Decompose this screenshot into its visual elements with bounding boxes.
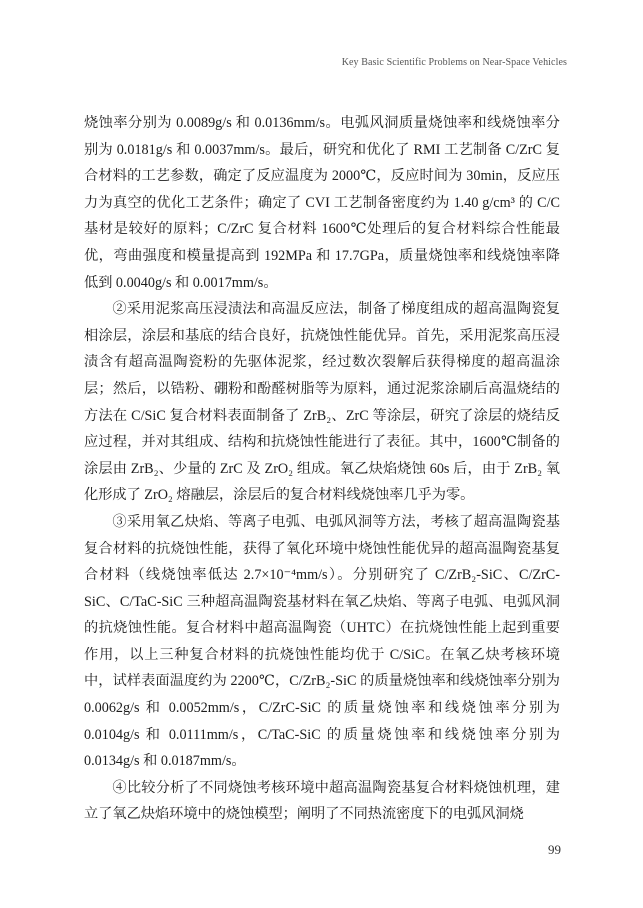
paragraph-results-rmi: 烧蚀率分别为 0.0089g/s 和 0.0136mm/s。电弧风洞质量烧蚀率和线烧蚀率分别为 0.0181g/s 和 0.0037mm/s。最后，研究和优化了 RMI 工艺制备 C/ZrC 复合材料的工艺参数，确定了反应温度为 2000℃，反应时间为 30min，反应压力为真空的优化工艺条件；确定了 CVI 工艺制备密度约为 1.40 g/cm³ 的 C/C 基材是较好的原料；C/ZrC 复合材料 1600℃处理后的复合材料综合性能最优，弯曲强度和模量提高到 192MPa 和 17.7GPa，质量烧蚀率和线烧蚀率降低到 0.0040g/s 和 0.0017mm/s。 bbox=[84, 115, 560, 291]
body-text bbox=[84, 110, 560, 828]
paragraph-gradient-coating: ②采用泥浆高压浸渍法和高温反应法，制备了梯度组成的超高温陶瓷复相涂层，涂层和基底的结合良好，抗烧蚀性能优异。首先，采用泥浆高压浸渍含有超高温陶瓷粉的先驱体泥浆，经过数次裂解后获得梯度的超高温涂层；然后，以锆粉、硼粉和酚醛树脂等为原料，通过泥浆涂刷后高温烧结的方法在 C/SiC 复合材料表面制备了 ZrB₂、ZrC 等涂层，研究了涂层的烧结反应过程，并对其组成、结构和抗烧蚀性能进行了表征。其中，1600℃制备的涂层由 ZrB₂、少量的 ZrC 及 ZrO₂ 组成。氧乙炔焰烧蚀 60s 后，由于 ZrB₂ 氧化形成了 ZrO₂ 熔融层，涂层后的复合材料线烧蚀率几乎为零。 bbox=[84, 301, 560, 504]
paragraph-ablation-testing: ③采用氧乙炔焰、等离子电弧、电弧风洞等方法，考核了超高温陶瓷基复合材料的抗烧蚀性能，获得了氧化环境中烧蚀性能优异的超高温陶瓷基复合材料（线烧蚀率低达 2.7×10⁻⁴mm/s）。分别研究了 C/ZrB₂-SiC、C/ZrC-SiC、C/TaC-SiC 三种超高温陶瓷基材料在氧乙炔焰、等离子电弧、电弧风洞的抗烧蚀性能。复合材料中超高温陶瓷（UHTC）在抗烧蚀性能上起到重要作用，以上三种复合材料的抗烧蚀性能均优于 C/SiC。在氧乙炔考核环境中，试样表面温度约为 2200℃，C/ZrB₂-SiC 的质量烧蚀率和线烧蚀率分别为 0.0062g/s 和 0.0052mm/s，C/ZrC-SiC 的质量烧蚀率和线烧蚀率分别为 0.0104g/s 和 0.0111mm/s，C/TaC-SiC 的质量烧蚀率和线烧蚀率分别为 0.0134g/s 和 0.0187mm/s。 bbox=[84, 513, 560, 770]
page-number: 99 bbox=[548, 842, 561, 857]
paragraph-ablation-mechanism: ④比较分析了不同烧蚀考核环境中超高温陶瓷基复合材料烧蚀机理，建立了氧乙炔焰环境中的烧蚀模型；阐明了不同热流密度下的电弧风洞烧 bbox=[84, 779, 560, 823]
running-header: Key Basic Scientific Problems on Near-Space Vehicles bbox=[341, 57, 567, 68]
